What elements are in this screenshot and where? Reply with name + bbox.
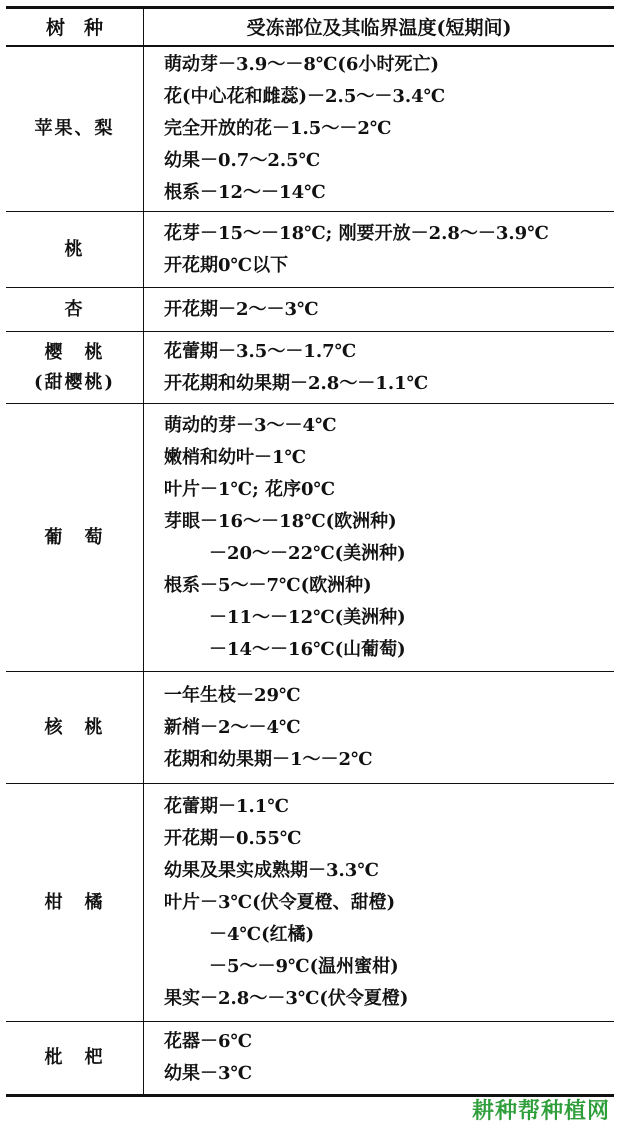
- species-name: 葡 萄: [44, 526, 105, 548]
- species-name: 樱 桃: [44, 341, 105, 363]
- damage-line: 根系－5～－7℃(欧洲种): [164, 574, 372, 596]
- species-name: 桃: [64, 238, 85, 260]
- table-row: [6, 404, 614, 672]
- header-parts: 受冻部位及其临界温度(短期间): [144, 8, 615, 46]
- damage-line: －4℃(红橘): [209, 923, 315, 945]
- watermark-text: 耕种帮种植网: [471, 1099, 610, 1124]
- species-cell: [6, 212, 144, 288]
- damage-cell: [144, 672, 615, 784]
- species-name: 柑 橘: [44, 891, 105, 913]
- table-row: [6, 672, 614, 784]
- damage-line: －20～－22℃(美洲种): [209, 542, 406, 564]
- damage-line: 根系－12～－14℃: [164, 181, 326, 203]
- table-header-row: [6, 8, 614, 46]
- table-row: [6, 1022, 614, 1096]
- damage-line: 萌动的芽－3～－4℃: [164, 414, 337, 436]
- species-cell: [6, 672, 144, 784]
- species-cell: [6, 332, 144, 404]
- damage-cell: [144, 288, 615, 332]
- damage-line: 完全开放的花－1.5～－2℃: [164, 117, 392, 139]
- species-name: (甜樱桃): [33, 371, 116, 393]
- damage-line: 幼果－0.7～2.5℃: [164, 149, 321, 171]
- table-row: [6, 288, 614, 332]
- frost-damage-table: [6, 6, 614, 1097]
- damage-line: 花芽－15～－18℃; 刚要开放－2.8～－3.9℃: [164, 222, 549, 244]
- damage-line: 一年生枝－29℃: [164, 684, 301, 706]
- damage-line: 新梢－2～－4℃: [164, 716, 301, 738]
- damage-line: 开花期0℃以下: [164, 254, 289, 276]
- table-row: [6, 46, 614, 212]
- damage-line: 开花期－0.55℃: [164, 827, 302, 849]
- species-name: 核 桃: [44, 716, 105, 738]
- damage-line: 叶片－1℃; 花序0℃: [164, 478, 336, 500]
- damage-line: －5～－9℃(温州蜜柑): [209, 955, 399, 977]
- species-cell: [6, 1022, 144, 1096]
- table-body: [6, 46, 614, 1096]
- table-row: [6, 332, 614, 404]
- damage-cell: [144, 1022, 615, 1096]
- table-row: [6, 212, 614, 288]
- damage-line: 开花期和幼果期－2.8～－1.1℃: [164, 372, 429, 394]
- damage-cell: [144, 784, 615, 1022]
- damage-line: 萌动芽－3.9～－8℃(6小时死亡): [164, 53, 439, 75]
- damage-line: 花器－6℃: [164, 1031, 253, 1052]
- species-name: 枇 杷: [44, 1047, 105, 1068]
- damage-cell: [144, 404, 615, 672]
- damage-line: －14～－16℃(山葡萄): [209, 638, 406, 660]
- damage-line: 幼果－3℃: [164, 1063, 253, 1084]
- damage-line: 嫩梢和幼叶－1℃: [164, 446, 307, 468]
- damage-line: 花蕾期－3.5～－1.7℃: [164, 340, 357, 362]
- damage-cell: [144, 46, 615, 212]
- species-name: 杏: [64, 298, 85, 320]
- damage-line: 幼果及果实成熟期－3.3℃: [164, 859, 379, 881]
- damage-line: 花蕾期－1.1℃: [164, 795, 289, 817]
- species-name: 苹果、梨: [34, 117, 115, 139]
- damage-cell: [144, 332, 615, 404]
- damage-line: 花(中心花和雌蕊)－2.5～－3.4℃: [164, 85, 446, 107]
- damage-line: 开花期－2～－3℃: [164, 298, 319, 320]
- species-cell: [6, 404, 144, 672]
- damage-line: 果实－2.8～－3℃(伏令夏橙): [164, 987, 409, 1009]
- species-cell: [6, 784, 144, 1022]
- table-row: [6, 784, 614, 1022]
- damage-line: 叶片－3℃(伏令夏橙、甜橙): [164, 891, 396, 913]
- damage-line: 芽眼－16～－18℃(欧洲种): [164, 510, 397, 532]
- species-cell: [6, 46, 144, 212]
- damage-line: 花期和幼果期－1～－2℃: [164, 748, 373, 770]
- species-cell: [6, 288, 144, 332]
- damage-line: －11～－12℃(美洲种): [209, 606, 406, 628]
- damage-cell: [144, 212, 615, 288]
- header-species: 树 种: [6, 8, 144, 46]
